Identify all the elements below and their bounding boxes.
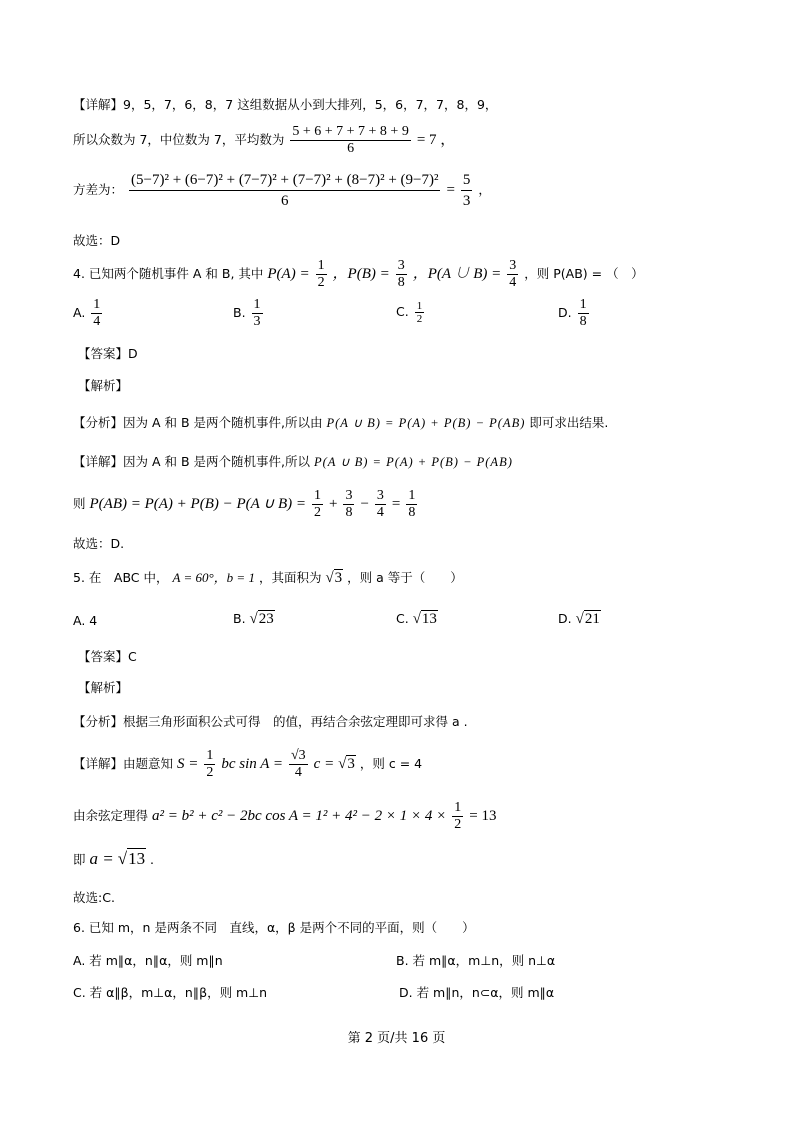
cos-fraction: $\frac{1}{2}$ [454,800,462,832]
line-mode-median-mean: 所以众数为 7，中位数为 7，平均数为 $\frac{5 + 6 + 7 + 7 + 8 + 9}{6}$ = 7 ， [73,124,456,156]
q4-choose: 故选：D. [73,536,125,551]
page-footer: 第 2 页/共 16 页 [347,1031,446,1046]
line-detail-data: 【详解】9，5，7，6，8，7 这组数据从小到大排列，5，6，7，7，8，9， [73,97,498,112]
q4-detail: 【详解】因为 A 和 B 是两个随机事件,所以 P(A ∪ B) = P(A) + P(B) − P(AB) [73,454,513,469]
calc-f1: $\frac{1}{2}$ [314,488,322,520]
area-f1: $\frac{1}{2}$ [206,748,214,780]
q5-detail: 【详解】由题意知 S = $\frac{1}{2}$ bc sin A = $\frac{√3}{4}$ c = √3 ，则 c = 4 [73,748,423,780]
question-6: 6. 已知 m，n 是两条不同 直线，α，β 是两个不同的平面，则（ ） [73,920,475,935]
q5-answer: 【答案】C [78,649,137,664]
variance-result: $\frac{5}{3}$ [462,172,471,209]
variance-fraction: $\frac{\text{(5−7)² + (6−7)² + (7−7)² + (7−7)² + (8−7)² + (9−7)²}}{6}$ [131,172,439,209]
question-5: 5. 在 ABC 中， A = 60°，b = 1 ，其面积为 √3 ，则 a 等于（ ） [73,570,463,586]
q6-option-d: D. 若 m∥n，n⊂α，则 m∥α [399,985,555,1000]
pb-fraction: $\frac{3}{8}$ [397,258,405,290]
q5-analysis-label: 【解析】 [78,680,129,695]
calc-f2: $\frac{3}{8}$ [345,488,353,520]
q5-option-a: A. 4 [73,613,98,628]
q4-option-c: C. $\frac{1}{2}$ [396,300,423,325]
q5-choose: 故选:C. [73,890,115,905]
q4-analysis: 【分析】因为 A 和 B 是两个随机事件,所以由 P(A ∪ B) = P(A) + P(B) − P(AB) 即可求出结果. [73,415,609,430]
calc-f4: $\frac{1}{8}$ [408,488,416,520]
q5-cosine: 由余弦定理得 a² = b² + c² − 2bc cos A = 1² + 4² − 2 × 1 × 4 × $\frac{1}{2}$ = 13 [73,800,497,832]
area-f2: $\frac{√3}{4}$ [290,748,306,780]
mean-fraction: $\frac{5 + 6 + 7 + 7 + 8 + 9}{6}$ [292,124,409,156]
line-answer-d: 故选：D [73,233,121,248]
q4-b-fraction: $\frac{1}{3}$ [253,297,261,329]
pu-fraction: $\frac{3}{4}$ [509,258,517,290]
calc-f3: $\frac{3}{4}$ [376,488,384,520]
q4-answer: 【答案】D [78,346,138,361]
q4-d-fraction: $\frac{1}{8}$ [579,297,587,329]
pa-fraction: $\frac{1}{2}$ [317,258,325,290]
q5-result: 即 a = √13 . [73,849,155,868]
q4-option-a: A. $\frac{1}{4}$ [73,297,101,329]
q5-option-b: B. √23 [233,611,274,627]
q4-c-fraction: $\frac{1}{2}$ [416,300,423,325]
q4-option-d: D. $\frac{1}{8}$ [558,297,587,329]
q6-option-b: B. 若 m∥α，m⊥n，则 n⊥α [396,953,556,968]
q4-a-fraction: $\frac{1}{4}$ [93,297,101,329]
q5-option-d: D. √21 [558,611,600,627]
line-variance: 方差为： $\frac{\text{(5−7)² + (6−7)² + (7−7)² + (7−7)² + (8−7)² + (9−7)²}}{6}$ = $\frac{5}{3}$ ， [73,172,491,209]
q5-option-c: C. √13 [396,611,437,627]
q6-option-a: A. 若 m∥α，n∥α，则 m∥n [73,953,223,968]
q5-analysis: 【分析】根据三角形面积公式可得 的值，再结合余弦定理即可求得 a . [73,714,468,729]
q4-option-b: B. $\frac{1}{3}$ [233,297,261,329]
q4-calculation: 则 P(AB) = P(A) + P(B) − P(A ∪ B) = $\frac{1}{2}$ + $\frac{3}{8}$ − $\frac{3}{4}$ = $\frac{1}{8}$ [73,488,416,520]
q6-option-c: C. 若 α∥β，m⊥α，n∥β，则 m⊥n [73,985,268,1000]
q4-analysis-label: 【解析】 [78,378,129,393]
question-4: 4. 已知两个随机事件 A 和 B, 其中 P(A) = $\frac{1}{2}$ ，P(B) = $\frac{3}{8}$ ，P(A ∪ B) = $\frac{3}{4}$ ，则 P(AB) = （ ） [73,258,644,290]
